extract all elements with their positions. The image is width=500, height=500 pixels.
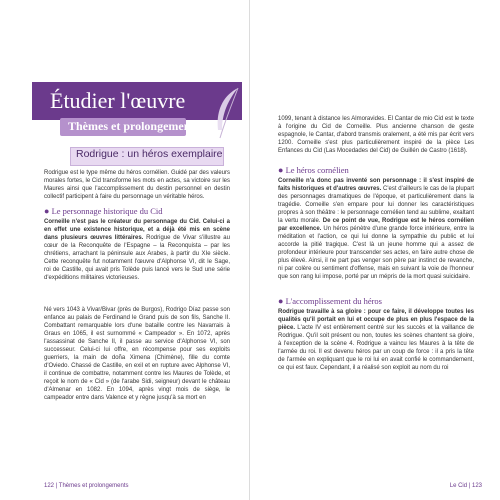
section2-p2: Un héros pénètre d'une grande force intérieure, entre la méditation et l'action, ce qui lui donne la sympathie du public et lui accorde la pitié tragique. C'est là un jeune homme qui a assez de profondeur intérieure pour transcender ses actes, en faire autre chose de plus élevé. Ainsi, il ne part pas venger son père par instinct de revanche, ni par colère ou sentiment d'offense, mais en suivant la voie de l'honneur que son rang lui impose, porté par un mépris de la mort quasi suicidaire.	[278, 226, 475, 280]
section-title-heros-cornelien: ● Le héros cornélien	[278, 165, 349, 175]
section-historique-lead: Corneille n'est pas le créateur du personnage du Cid. Celui-ci a en effet une existence historique, et a déjà été mis en scène dans plusieurs œuvres littéraires.	[44, 219, 230, 241]
bullet-icon: ●	[278, 165, 284, 175]
right-page	[250, 0, 500, 500]
intro-paragraph: Rodrigue est le type même du héros cornélien. Guidé par des valeurs morales fortes, le Cid transforme les mots en actes, sa victoire sur les Maures ainsi que l'accomplissement du destin personnel en destin collectif participent à faire du personnage un véritable héros.	[44, 170, 230, 200]
section3-lead: Rodrigue travaille à sa gloire : pour ce faire, il développe toutes les qualités qu'il portait en lui et occupe de plus en plus l'espace de la pièce.	[278, 309, 474, 331]
page-subtitle: Thèmes et prolongements	[68, 119, 200, 133]
bullet-icon: ●	[44, 206, 50, 216]
section-historique-p1: Rodrigue de Vivar s'illustre au cœur de la Reconquête de l'Espagne – la Reconquista – par les chrétiens, arrachant la péninsule aux Arabes, à partir du XIe siècle. Cette reconquête fut notamment l'œuvre d'Alphonse VI, dit le Sage, roi de Castille, qui avait pris Tolède puis lancé vers le Sud une série d'expéditions militaires victorieuses.	[44, 235, 230, 281]
section-heros-cornelien-text	[278, 177, 474, 281]
section-historique-p2: Né vers 1043 à Vivar/Bivar (près de Burgos), Rodrigo Díaz passe son enfance au palais de Ferdinand le Grand puis de son fils, Sanche II. Combattant remarquable lors d'une bataille contre les Navarrais à Graus en 1065, il est surnommé « Campeador ». En 1072, après l'assassinat de Sanche II, il passe au service d'Alphonse VI, son successeur. Celui-ci lui offre, en récompense pour ses exploits guerriers, la main de doña Ximena (Chimène), fille du comte d'Oviedo. Chassé de Castille, en exil et en rupture avec Alphonse VI, il continue de combattre, notamment contre les Maures de Tolède, et reçoit le nom de « Cid » (de l'arabe Sidi, seigneur) devant le château d'Almenar en 1082. En 1094, après vingt mois de siège, le campeador entre dans Valence et y règne jusqu'à sa mort en	[44, 307, 230, 401]
section2-lead2: De ce point de vue, Rodrigue est le héros cornélien par excellence.	[278, 218, 474, 232]
section-heading: Rodrigue : un héros exemplaire	[76, 148, 223, 160]
left-footer: 122 | Thèmes et prolongements	[44, 483, 129, 489]
section-title-historique: ● Le personnage historique du Cid	[44, 206, 163, 216]
right-top-paragraph: 1099, tenant à distance les Almoravides. El Cantar de mio Cid est le texte à l'origine du Cid de Corneille. Plus ancienne chanson de geste espagnole, le Cantar, d'abord transmis oralement, a été mis par écrit vers 1200. Corneille s'est plus particulièrement inspiré de la pièce Les Enfances du Cid (Las Mocedades del Cid) de Guillén de Castro (1618).	[278, 116, 474, 154]
page-title: Étudier l'œuvre	[50, 88, 186, 113]
section2-p1: C'est d'ailleurs le cas de la plupart des personnages dramatiques de l'époque, et particulièrement dans la tragédie. Corneille s'en empare pour lui donner les caractéristiques propres à son théâtre : le personnage cornélien tend au sublime, exaltant la vertu morale.	[278, 186, 474, 224]
section-title-accomplissement: ● L'accomplissement du héros	[278, 296, 382, 306]
section3-p1: L'acte IV est entièrement centré sur les succès et la vaillance de Rodrigue. Qu'il soit présent ou non, toutes les scènes chantent sa gloire, à l'exception de la scène 4. Rodrigue a vaincu les Maures à la tête de l'armée du roi. Il est devenu héros par un coup de force : il a pris la tête de l'armée en expliquant que le roi lui en avait confié le commandement, ce qui est faux. Cependant, il a réalisé son exploit au nom du roi	[278, 325, 474, 371]
right-footer: Le Cid | 123	[449, 483, 482, 489]
section-accomplissement-text	[278, 308, 474, 372]
section-historique-text	[44, 218, 230, 282]
section2-lead: Corneille n'a donc pas inventé son personnage : il s'est inspiré de faits historiques et d'autres œuvres.	[278, 178, 474, 192]
feather-quill-icon	[208, 86, 244, 142]
bullet-icon: ●	[278, 296, 284, 306]
